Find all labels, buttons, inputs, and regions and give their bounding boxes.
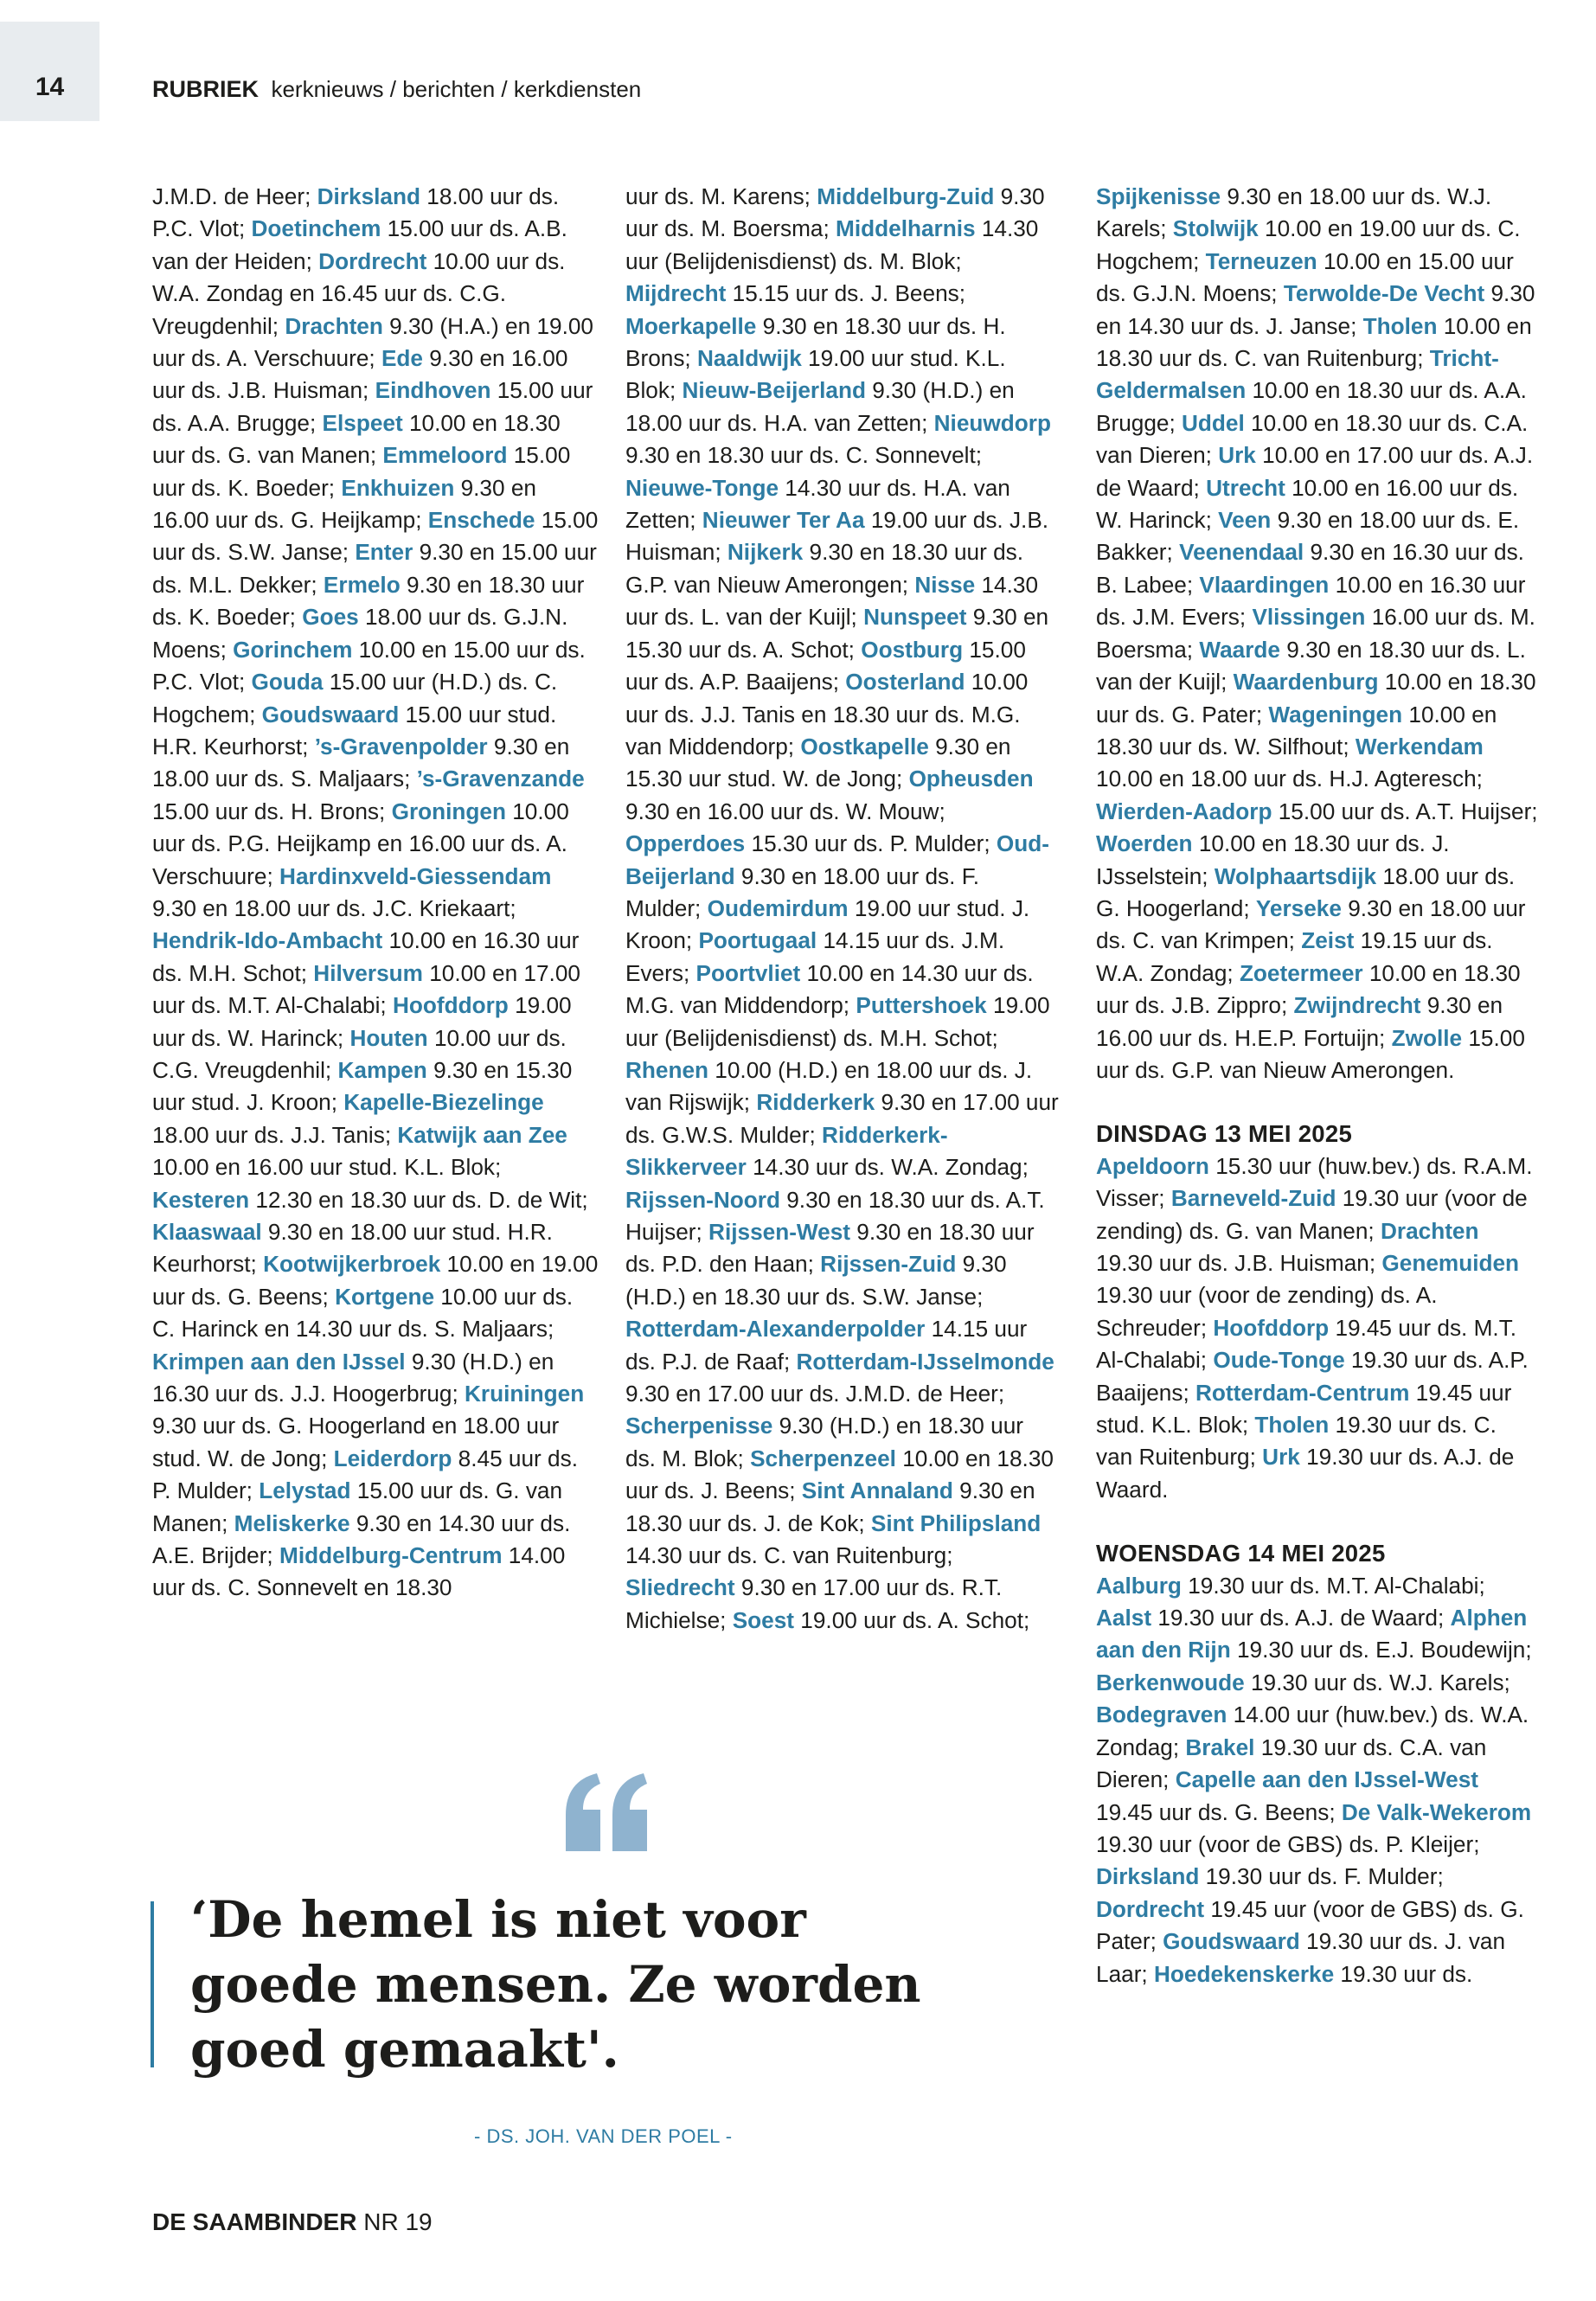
service-details: 19.45 uur (voor de GBS) ds. G. Pater; <box>1096 1895 1524 1955</box>
service-details: 9.30 en 18.30 uur ds. H. Brons; <box>625 312 1006 372</box>
church-location-name: Aalst <box>1096 1605 1152 1631</box>
column-3-body <box>1096 181 1539 1086</box>
service-details: 9.30 en 18.30 uur ds. J. de Kok; <box>625 1477 1035 1536</box>
church-location-name: Goes <box>302 604 359 631</box>
church-location-name: ’s-Gravenpolder <box>314 733 488 760</box>
church-location-name: Alphen aan den Rijn <box>1096 1605 1528 1663</box>
service-details: 15.00 uur ds. A.B. van der Heiden; <box>152 215 567 274</box>
church-location-name: Elspeet <box>322 409 403 436</box>
service-details: 10.00 en 15.00 uur ds. G.J.N. Moens; <box>1096 247 1514 307</box>
service-details: 10.00 en 14.30 uur ds. M.G. van Middendorp; <box>625 959 1034 1019</box>
church-location-name: Gorinchem <box>233 636 353 663</box>
service-details: 10.00 en 19.00 uur ds. G. Beens; <box>152 1251 599 1310</box>
church-location-name: Kortgene <box>335 1283 435 1310</box>
church-location-name: Goudswaard <box>261 701 400 727</box>
church-location-name: Mijdrecht <box>625 280 727 307</box>
service-details: 19.45 uur ds. G. Beens; <box>1096 1798 1342 1825</box>
issue-number: NR 19 <box>363 2208 433 2235</box>
service-details: 9.30 en 18.00 uur ds. J.C. Kriekaart; <box>152 894 516 921</box>
church-location-name: Nieuwer Ter Aa <box>702 507 865 534</box>
church-location-name: Woerden <box>1096 830 1193 857</box>
church-location-name: Veen <box>1218 507 1272 534</box>
church-location-name: Rijssen-Noord <box>625 1186 780 1213</box>
service-details: 15.00 uur (H.D.) ds. C. Hogchem; <box>152 669 558 727</box>
service-details: 10.00 en 18.30 uur ds. A.A. Brugge; <box>1096 377 1527 436</box>
quote-bar <box>151 1901 154 2067</box>
service-details: 9.30 en 18.30 uur ds. K. Boeder; <box>152 571 585 631</box>
church-location-name: Meliskerke <box>234 1509 350 1536</box>
column-3 <box>1096 181 1539 1990</box>
church-location-name: Poortvliet <box>695 959 801 986</box>
church-location-name: Rijssen-West <box>708 1219 851 1245</box>
church-location-name: Hendrik-Ido-Ambacht <box>152 927 383 954</box>
day-heading-dinsdag: DINSDAG 13 MEI 2025 <box>1096 1120 1353 1148</box>
church-location-name: Waarde <box>1199 636 1280 663</box>
church-location-name: Scherpenisse <box>625 1413 773 1439</box>
church-location-name: Scherpenzeel <box>750 1445 896 1471</box>
church-location-name: Genemuiden <box>1381 1250 1520 1276</box>
service-details: 19.15 uur ds. W.A. Zondag; <box>1096 927 1493 986</box>
magazine-name: DE SAAMBINDER <box>152 2208 357 2235</box>
church-location-name: Oudemirdum <box>707 894 849 921</box>
church-location-name: Leiderdorp <box>333 1445 452 1471</box>
service-details: 9.30 (H.A.) en 19.00 uur ds. A. Verschuure; <box>152 312 593 372</box>
service-details: 9.30 en 15.30 uur stud. W. de Jong; <box>625 733 1011 792</box>
service-details: 9.30 en 17.00 uur ds. J.M.D. de Heer; <box>625 1381 1005 1407</box>
service-details: 9.30 (H.D.) en 16.30 uur ds. J.J. Hoogerbrug; <box>152 1348 554 1407</box>
church-location-name: Barneveld-Zuid <box>1170 1185 1336 1212</box>
service-details: 9.30 en 18.30 uur ds. L. van der Kuijl; <box>1096 636 1526 695</box>
church-location-name: Rotterdam-IJsselmonde <box>796 1348 1054 1375</box>
church-location-name: Wierden-Aadorp <box>1096 798 1272 824</box>
service-details: 15.00 uur ds. G. van Manen; <box>152 1477 563 1536</box>
day-entries-dinsdag <box>1096 1150 1539 1506</box>
day-heading-woensdag: WOENSDAG 14 MEI 2025 <box>1096 1540 1386 1567</box>
church-location-name: ’s-Gravenzande <box>416 766 585 792</box>
pull-quote: ‘De hemel is niet voor goede mensen. Ze worden goed gemaakt'. <box>190 1890 921 2079</box>
church-location-name: Dordrecht <box>318 247 427 274</box>
church-location-name: Hoofddorp <box>392 992 509 1019</box>
church-location-name: Goudswaard <box>1163 1928 1300 1955</box>
church-location-name: Moerkapelle <box>625 312 757 339</box>
service-details: 9.30 en 18.00 uur ds. F. Mulder; <box>625 862 980 921</box>
service-details: 18.00 uur ds. G. Hoogerland; <box>1096 862 1516 921</box>
service-details: 19.00 uur ds. A. Schot; <box>794 1606 1030 1633</box>
service-details: 10.00 en 16.30 uur ds. J.M. Evers; <box>1096 571 1526 631</box>
service-details: 9.30 en 15.30 uur stud. J. Kroon; <box>152 1056 573 1116</box>
section-label: kerknieuws / berichten / kerkdiensten <box>271 76 642 102</box>
service-details: 9.30 (H.D.) en 18.00 uur ds. H.A. van Zetten; <box>625 377 1015 436</box>
church-location-name: Lelystad <box>259 1477 351 1504</box>
service-details: 10.00 en 16.30 uur ds. M.H. Schot; <box>152 927 580 986</box>
service-details: 10.00 en 18.30 uur ds. C.A. van Dieren; <box>1096 409 1529 469</box>
church-location-name: Urk <box>1262 1444 1300 1471</box>
church-location-name: Berkenwoude <box>1096 1669 1245 1695</box>
service-details: 18.00 uur ds. P.C. Vlot; <box>152 183 560 242</box>
service-details: 9.30 en 15.30 uur ds. A. Schot; <box>625 604 1049 663</box>
service-details: 14.30 uur ds. C. van Ruitenburg; <box>625 1542 953 1569</box>
service-details: 10.00 en 18.00 uur ds. H.J. Agteresch; <box>1096 766 1483 792</box>
church-location-name: Sint Annaland <box>801 1477 953 1504</box>
church-location-name: Dordrecht <box>1096 1895 1205 1922</box>
church-location-name: Zoetermeer <box>1239 959 1363 986</box>
service-details: 14.15 uur ds. J.M. Evers; <box>625 927 1005 986</box>
church-location-name: Oud-Beijerland <box>625 830 1050 889</box>
service-details: 9.30 en 18.30 uur ds. G.P. van Nieuw Amerongen; <box>625 539 1024 598</box>
service-details: 9.30 en 14.30 uur ds. A.E. Brijder; <box>152 1509 571 1569</box>
church-location-name: Brakel <box>1185 1734 1255 1760</box>
church-location-name: Tholen <box>1362 312 1438 339</box>
church-location-name: Terwolde-De Vecht <box>1283 280 1485 307</box>
service-details: 15.30 uur ds. P. Mulder; <box>745 830 997 857</box>
service-details: 9.30 uur ds. G. Hoogerland en 18.00 uur stud. W. de Jong; <box>152 1413 560 1471</box>
service-details: 19.30 uur (voor de zending) ds. A. Schreuder; <box>1096 1282 1438 1341</box>
service-details: 15.00 uur ds. S.W. Janse; <box>152 507 599 566</box>
service-details: 15.15 uur ds. J. Beens; <box>726 280 965 307</box>
service-details: 15.00 uur ds. A.T. Huijser; <box>1272 798 1538 824</box>
church-location-name: Middelburg-Centrum <box>279 1542 503 1569</box>
church-location-name: Eindhoven <box>375 377 491 404</box>
church-location-name: Houten <box>349 1024 428 1051</box>
church-location-name: Utrecht <box>1206 474 1285 501</box>
church-location-name: Hoedekenskerke <box>1153 1960 1335 1987</box>
service-details: 14.30 uur ds. W.A. Zondag; <box>746 1154 1029 1181</box>
service-details: 15.00 uur ds. A.P. Baaijens; <box>625 636 1026 695</box>
church-location-name: Drachten <box>285 312 383 339</box>
church-location-name: Naaldwijk <box>696 345 802 372</box>
church-location-name: Tricht-Geldermalsen <box>1096 345 1499 404</box>
church-location-name: Nieuwe-Tonge <box>625 474 779 501</box>
service-details: 10.00 uur ds. W.A. Zondag en 16.45 uur ds. C.G. Vreugdenhil; <box>152 247 566 339</box>
service-details: 9.30 (H.D.) en 18.30 uur ds. S.W. Janse; <box>625 1251 1007 1310</box>
service-details: 14.00 uur (huw.bev.) ds. W.A. Zondag; <box>1096 1702 1529 1760</box>
church-location-name: Yerseke <box>1255 894 1342 921</box>
service-details: 10.00 uur ds. J.J. Tanis en 18.30 uur ds. M.G. van Middendorp; <box>625 669 1029 760</box>
service-details: 19.30 uur ds. A.J. de Waard. <box>1096 1444 1515 1503</box>
service-details: 9.30 en 18.30 uur ds. C. Sonnevelt; <box>625 442 983 469</box>
service-details: 8.45 uur ds. P. Mulder; <box>152 1445 578 1504</box>
service-details: 15.00 uur ds. H. Brons; <box>152 798 392 824</box>
service-details: 9.30 en 16.30 uur ds. B. Labee; <box>1096 539 1524 598</box>
church-location-name: Werkendam <box>1355 733 1484 760</box>
church-location-name: Terneuzen <box>1205 247 1317 274</box>
service-details: 10.00 en 18.30 uur ds. J.B. Zippro; <box>1096 959 1521 1019</box>
church-location-name: Kootwijkerbroek <box>263 1251 441 1278</box>
service-details: 19.45 uur ds. M.T. Al-Chalabi; <box>1096 1314 1517 1374</box>
church-location-name: Nieuw-Beijerland <box>682 377 866 404</box>
service-details: 14.15 uur ds. P.J. de Raaf; <box>625 1316 1028 1375</box>
service-details: 9.30 en 16.00 uur ds. W. Mouw; <box>625 798 945 824</box>
service-details: 10.00 en 18.30 uur ds. J. Beens; <box>625 1445 1054 1504</box>
service-details: 19.00 uur stud. J. Kroon; <box>625 894 1030 954</box>
service-details: 14.30 uur (Belijdenisdienst) ds. M. Blok; <box>625 215 1039 274</box>
service-details: 19.45 uur stud. K.L. Blok; <box>1096 1379 1512 1439</box>
service-details: 19.30 uur (voor de GBS) ds. P. Kleijer; <box>1096 1830 1480 1857</box>
church-location-name: Ridderkerk-Slikkerveer <box>625 1121 948 1181</box>
service-details: 10.00 en 17.00 uur ds. M.T. Al-Chalabi; <box>152 959 580 1019</box>
church-location-name: Ridderkerk <box>756 1089 875 1116</box>
church-location-name: Opperdoes <box>625 830 746 857</box>
service-details: 14.30 uur ds. H.A. van Zetten; <box>625 474 1010 534</box>
service-details: 19.00 uur ds. W. Harinck; <box>152 992 572 1051</box>
service-details: 9.30 en 14.30 uur ds. J. Janse; <box>1096 280 1535 339</box>
service-details: 19.00 uur ds. J.B. Huisman; <box>625 507 1049 566</box>
church-location-name: Vlissingen <box>1252 604 1366 631</box>
church-location-name: Oude-Tonge <box>1213 1347 1345 1374</box>
church-location-name: Spijkenisse <box>1096 183 1221 209</box>
church-location-name: Puttershoek <box>856 992 987 1019</box>
service-details: 15.00 uur ds. G.P. van Nieuw Amerongen. <box>1096 1024 1525 1083</box>
service-details: 15.30 uur (huw.bev.) ds. R.A.M. Visser; <box>1096 1152 1533 1212</box>
church-location-name: Kampen <box>337 1056 427 1083</box>
service-details: 9.30 en 18.00 uur ds. S. Maljaars; <box>152 733 570 792</box>
service-details: 19.30 uur ds. J. van Laar; <box>1096 1928 1506 1987</box>
rubric-label: RUBRIEK <box>152 76 260 102</box>
service-details: 15.00 uur stud. H.R. Keurhorst; <box>152 701 557 760</box>
church-location-name: Kesteren <box>152 1186 250 1213</box>
service-details: 19.30 uur ds. F. Mulder; <box>1199 1863 1444 1890</box>
service-details: 14.00 uur ds. C. Sonnevelt en 18.30 <box>152 1542 566 1601</box>
church-location-name: Wolphaartsdijk <box>1214 862 1377 889</box>
service-details: 9.30 en 18.00 uur ds. W.J. Karels; <box>1096 183 1492 242</box>
service-details: 19.30 uur (voor de zending) ds. G. van Manen; <box>1096 1185 1528 1244</box>
service-details: 10.00 en 18.30 uur ds. W. Silfhout; <box>1096 701 1497 760</box>
church-location-name: Nisse <box>914 571 976 598</box>
church-location-name: Apeldoorn <box>1096 1152 1209 1179</box>
church-location-name: Sliedrecht <box>625 1574 735 1601</box>
church-location-name: Zeist <box>1301 927 1355 954</box>
church-location-name: Krimpen aan den IJssel <box>152 1348 406 1375</box>
service-details: 18.00 uur ds. J.J. Tanis; <box>152 1121 398 1148</box>
service-details: 10.00 (H.D.) en 18.00 uur ds. J. van Rijswijk; <box>625 1056 1033 1116</box>
page-footer <box>152 2208 433 2236</box>
service-details: 10.00 uur ds. C. Harinck en 14.30 uur ds. S. Maljaars; <box>152 1283 574 1343</box>
church-location-name: Rhenen <box>625 1056 709 1083</box>
service-details: 9.30 en 18.00 uur ds. C. van Krimpen; <box>1096 894 1526 954</box>
church-location-name: Enter <box>355 539 413 566</box>
church-location-name: Bodegraven <box>1096 1702 1227 1728</box>
service-details: 10.00 en 19.00 uur ds. C. Hogchem; <box>1096 215 1521 274</box>
church-location-name: Poortugaal <box>698 927 817 954</box>
church-location-name: Dirksland <box>1096 1863 1200 1890</box>
church-location-name: Urk <box>1218 442 1256 469</box>
service-details: 9.30 en 18.00 uur ds. E. Bakker; <box>1096 507 1520 566</box>
service-details: 15.00 uur ds. A.A. Brugge; <box>152 377 593 436</box>
service-details: 9.30 en 18.30 uur ds. P.D. den Haan; <box>625 1219 1035 1278</box>
service-details: 9.30 en 17.00 uur ds. R.T. Michielse; <box>625 1574 1003 1633</box>
church-location-name: Oosterland <box>845 669 965 695</box>
service-details: 9.30 en 15.00 uur ds. M.L. Dekker; <box>152 539 597 598</box>
church-location-name: Waardenburg <box>1233 669 1379 695</box>
service-details: 19.30 uur ds. C.A. van Dieren; <box>1096 1734 1487 1793</box>
church-location-name: Middelburg-Zuid <box>817 183 995 209</box>
service-details: 19.30 uur ds. C. van Ruitenburg; <box>1096 1412 1497 1471</box>
church-location-name: Wageningen <box>1268 701 1403 727</box>
church-location-name: Rotterdam-Centrum <box>1195 1379 1410 1406</box>
service-details: 9.30 en 16.00 uur ds. J.B. Huisman; <box>152 345 568 404</box>
church-location-name: Doetinchem <box>251 215 381 242</box>
service-details: 19.30 uur ds. J.B. Huisman; <box>1096 1250 1382 1276</box>
church-location-name: Oostburg <box>861 636 964 663</box>
service-details: 19.30 uur ds. W.J. Karels; <box>1244 1669 1510 1695</box>
church-location-name: Hilversum <box>313 959 423 986</box>
column-2 <box>625 181 1060 1637</box>
church-location-name: Dirksland <box>317 183 420 209</box>
page-number: 14 <box>35 73 65 101</box>
church-location-name: Hardinxveld-Giessendam <box>279 862 552 889</box>
church-location-name: Emmeloord <box>382 442 508 469</box>
church-location-name: Uddel <box>1182 409 1245 436</box>
church-location-name: Zwijndrecht <box>1293 992 1421 1019</box>
day-entries-woensdag <box>1096 1570 1539 1990</box>
church-location-name: Drachten <box>1380 1217 1479 1244</box>
service-details: 16.00 uur ds. M. Boersma; <box>1096 604 1535 663</box>
church-location-name: Aalburg <box>1096 1572 1182 1599</box>
church-location-name: Vlaardingen <box>1199 571 1330 598</box>
church-location-name: Capelle aan den IJssel-West <box>1175 1766 1478 1793</box>
church-location-name: Middelharnis <box>836 215 976 242</box>
church-location-name: Stolwijk <box>1172 215 1259 242</box>
church-location-name: Klaaswaal <box>152 1219 262 1245</box>
church-location-name: De Valk-Wekerom <box>1341 1798 1532 1825</box>
church-location-name: Hoofddorp <box>1213 1314 1330 1341</box>
quote-author: - DS. JOH. VAN DER POEL - <box>474 2125 733 2147</box>
service-details: 10.00 en 18.30 uur ds. J. IJsselstein; <box>1096 830 1450 889</box>
church-location-name: Ede <box>381 345 423 372</box>
church-location-name: Katwijk aan Zee <box>397 1121 567 1148</box>
church-location-name: Gouda <box>251 669 324 695</box>
service-details: 10.00 en 16.00 uur stud. K.L. Blok; <box>152 1154 502 1181</box>
service-details: 19.00 uur (Belijdenisdienst) ds. M.H. Schot; <box>625 992 1050 1051</box>
service-details: 19.00 uur stud. K.L. Blok; <box>625 345 1006 404</box>
service-details: 18.00 uur ds. G.J.N. Moens; <box>152 604 568 663</box>
page-header <box>152 76 641 103</box>
service-details: uur ds. M. Karens; <box>625 183 817 209</box>
column-1 <box>152 181 599 1605</box>
church-location-name: Groningen <box>391 798 506 824</box>
service-details: J.M.D. de Heer; <box>152 183 317 209</box>
church-location-name: Zwolle <box>1391 1024 1463 1051</box>
church-location-name: Ermelo <box>323 571 401 598</box>
quote-mark-icon <box>566 1773 649 1851</box>
service-details: 19.30 uur ds. A.J. de Waard; <box>1151 1605 1451 1631</box>
service-details: 14.30 uur ds. L. van der Kuijl; <box>625 571 1039 631</box>
church-location-name: Tholen <box>1254 1412 1330 1439</box>
service-details: 9.30 en 18.00 uur stud. H.R. Keurhorst; <box>152 1219 553 1278</box>
service-details: 9.30 en 18.30 uur ds. A.T. Huijser; <box>625 1186 1045 1245</box>
church-location-name: Opheusden <box>908 766 1034 792</box>
service-details: 19.30 uur ds. E.J. Boudewijn; <box>1230 1637 1532 1663</box>
church-location-name: Oostkapelle <box>800 733 929 760</box>
service-details: 10.00 en 18.30 uur ds. C. van Ruitenburg; <box>1096 312 1532 372</box>
service-details: 9.30 (H.D.) en 18.30 uur ds. M. Blok; <box>625 1413 1023 1471</box>
church-location-name: Kruiningen <box>465 1381 585 1407</box>
service-details: 15.00 uur ds. K. Boeder; <box>152 442 571 501</box>
service-details: 10.00 uur ds. P.G. Heijkamp en 16.00 uur ds. A. Verschuure; <box>152 798 569 889</box>
church-location-name: Soest <box>732 1606 795 1633</box>
service-details: 19.30 uur ds. <box>1334 1960 1473 1987</box>
service-details: 9.30 en 16.00 uur ds. G. Heijkamp; <box>152 474 536 534</box>
service-details: 10.00 en 18.30 uur ds. G. van Manen; <box>152 409 561 469</box>
church-location-name: Veenendaal <box>1179 539 1304 566</box>
church-location-name: Rotterdam-Alexanderpolder <box>625 1316 926 1343</box>
church-location-name: Enschede <box>427 507 535 534</box>
church-location-name: Nieuwdorp <box>933 409 1051 436</box>
church-location-name: Nunspeet <box>863 604 967 631</box>
church-location-name: Nijkerk <box>727 539 804 566</box>
church-location-name: Kapelle-Biezelinge <box>343 1089 544 1116</box>
church-location-name: Enkhuizen <box>341 474 455 501</box>
service-details: 10.00 en 17.00 uur ds. A.J. de Waard; <box>1096 442 1534 501</box>
service-details: 19.30 uur ds. M.T. Al-Chalabi; <box>1181 1572 1485 1599</box>
service-details: 12.30 en 18.30 uur ds. D. de Wit; <box>249 1186 588 1213</box>
service-details: 9.30 en 17.00 uur ds. G.W.S. Mulder; <box>625 1089 1059 1148</box>
service-details: 10.00 en 16.00 uur ds. W. Harinck; <box>1096 474 1519 534</box>
service-details: 9.30 uur ds. M. Boersma; <box>625 183 1045 242</box>
church-location-name: Sint Philipsland <box>870 1509 1042 1536</box>
service-details: 10.00 en 18.30 uur ds. G. Pater; <box>1096 669 1536 727</box>
service-details: 9.30 en 16.00 uur ds. H.E.P. Fortuijn; <box>1096 992 1503 1051</box>
service-details: 19.30 uur ds. A.P. Baaijens; <box>1096 1347 1529 1406</box>
church-location-name: Rijssen-Zuid <box>820 1251 957 1278</box>
service-details: 10.00 uur ds. C.G. Vreugdenhil; <box>152 1024 567 1083</box>
service-details: 10.00 en 15.00 uur ds. P.C. Vlot; <box>152 636 586 695</box>
